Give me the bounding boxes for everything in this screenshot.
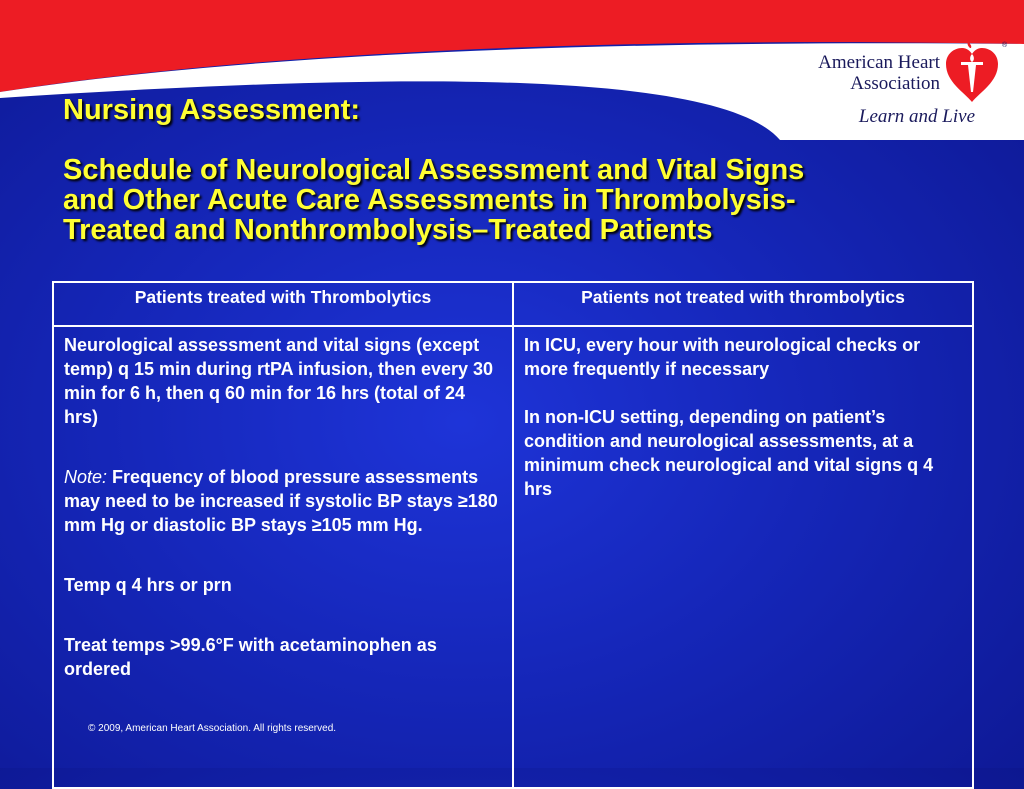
table-row bbox=[53, 326, 973, 788]
aha-logo bbox=[790, 34, 1020, 134]
cell-thrombolytics bbox=[53, 326, 513, 788]
note-label: Note: bbox=[64, 467, 108, 487]
org-name: American Heart Association bbox=[818, 52, 940, 94]
vitals-schedule-text: Neurological assessment and vital signs (except temp) q 15 min during rtPA infusion, then every 30 min for 6 h, then q 60 min for 16 hrs (total of 24 hrs) bbox=[64, 335, 494, 427]
bp-note bbox=[64, 465, 502, 537]
temp-schedule-text: Temp q 4 hrs or prn bbox=[64, 575, 232, 595]
header-no-thrombolytics: Patients not treated with thrombolytics bbox=[513, 282, 973, 326]
title-heading: Nursing Assessment: bbox=[63, 94, 361, 126]
cell-no-thrombolytics bbox=[513, 326, 973, 788]
treat-temp-text: Treat temps >99.6°F with acetaminophen as ordered bbox=[64, 635, 437, 679]
trademark-mark: ® bbox=[1002, 42, 1008, 49]
copyright-text: © 2009, American Heart Association. All rights reserved. bbox=[88, 723, 337, 734]
icu-text: In ICU, every hour with neurological checks or more frequently if necessary bbox=[524, 335, 921, 379]
header-thrombolytics: Patients treated with Thrombolytics bbox=[53, 282, 513, 326]
table-header-row bbox=[53, 282, 973, 326]
non-icu-text: In non-ICU setting, depending on patient’s condition and neurological assessments, at a minimum check neurological and vital signs q 4 hrs bbox=[524, 407, 934, 499]
tagline: Learn and Live bbox=[858, 106, 975, 127]
title-subheading: Schedule of Neurological Assessment and Vital Signs and Other Acute Care Assessments in Thrombolysis-Treated and Nonthrombolysis–Treated Patients bbox=[63, 154, 805, 246]
slide-title bbox=[63, 95, 823, 245]
heart-torch-icon bbox=[942, 42, 1002, 106]
note-text: Frequency of blood pressure assessments may need to be increased if systolic BP stays ≥180 mm Hg or diastolic BP stays ≥105 mm Hg. bbox=[64, 467, 498, 535]
assessment-table bbox=[52, 281, 974, 789]
